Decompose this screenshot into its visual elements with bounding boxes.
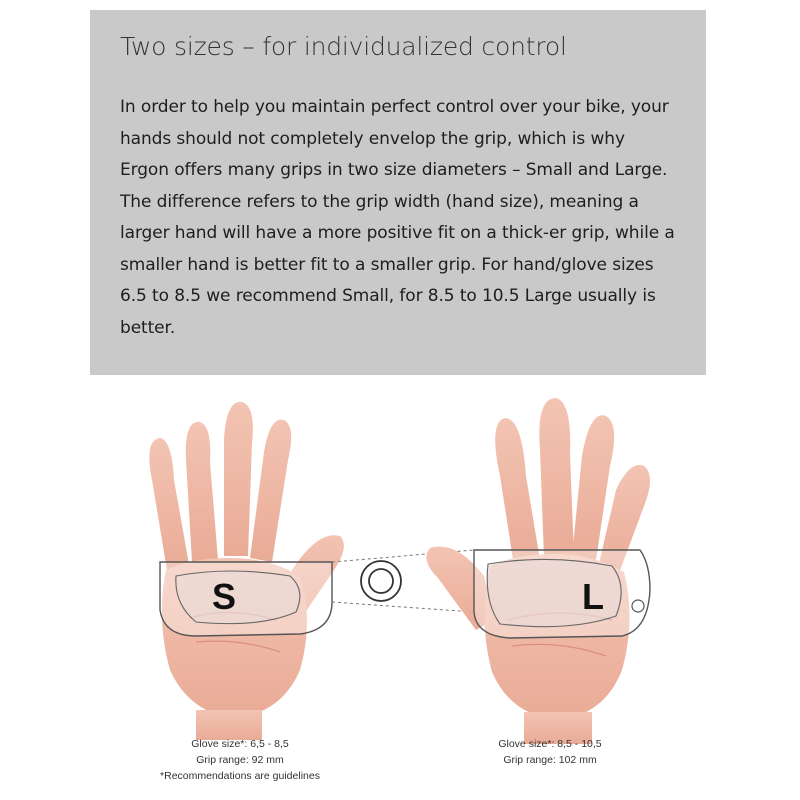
left-hand (149, 402, 344, 740)
small-size-caption (150, 736, 330, 784)
size-label-large: L (582, 576, 604, 617)
large-grip-range: Grip range: 102 mm (503, 754, 597, 766)
small-glove-size: Glove size*: 6,5 - 8,5 (191, 738, 289, 750)
large-glove-size: Glove size*: 8,5 - 10,5 (498, 738, 602, 750)
large-size-caption (460, 736, 640, 768)
right-hand (426, 398, 650, 744)
description-text: In order to help you maintain perfect control over your bike, your hands should not completely envelop the grip, which is why Ergon offers many grips in two size diameters – Small and Large. The difference refers to the grip width (hand size), meaning a larger hand will have a more positive fit on a thick-er grip, while a smaller hand is better fit to a smaller grip. For hand/glove sizes 6.5 to 8.5 we recommend Small, for 8.5 to 10.5 Large usually is better. (120, 97, 675, 338)
size-label-small: S (212, 576, 237, 617)
hands-svg (0, 380, 800, 800)
hand-size-illustration (0, 380, 800, 800)
section-title: Two sizes – for individualized control (120, 32, 567, 61)
small-grip-range: Grip range: 92 mm (196, 754, 284, 766)
info-box (90, 10, 706, 375)
recommendation-note: *Recommendations are guidelines (160, 770, 320, 782)
